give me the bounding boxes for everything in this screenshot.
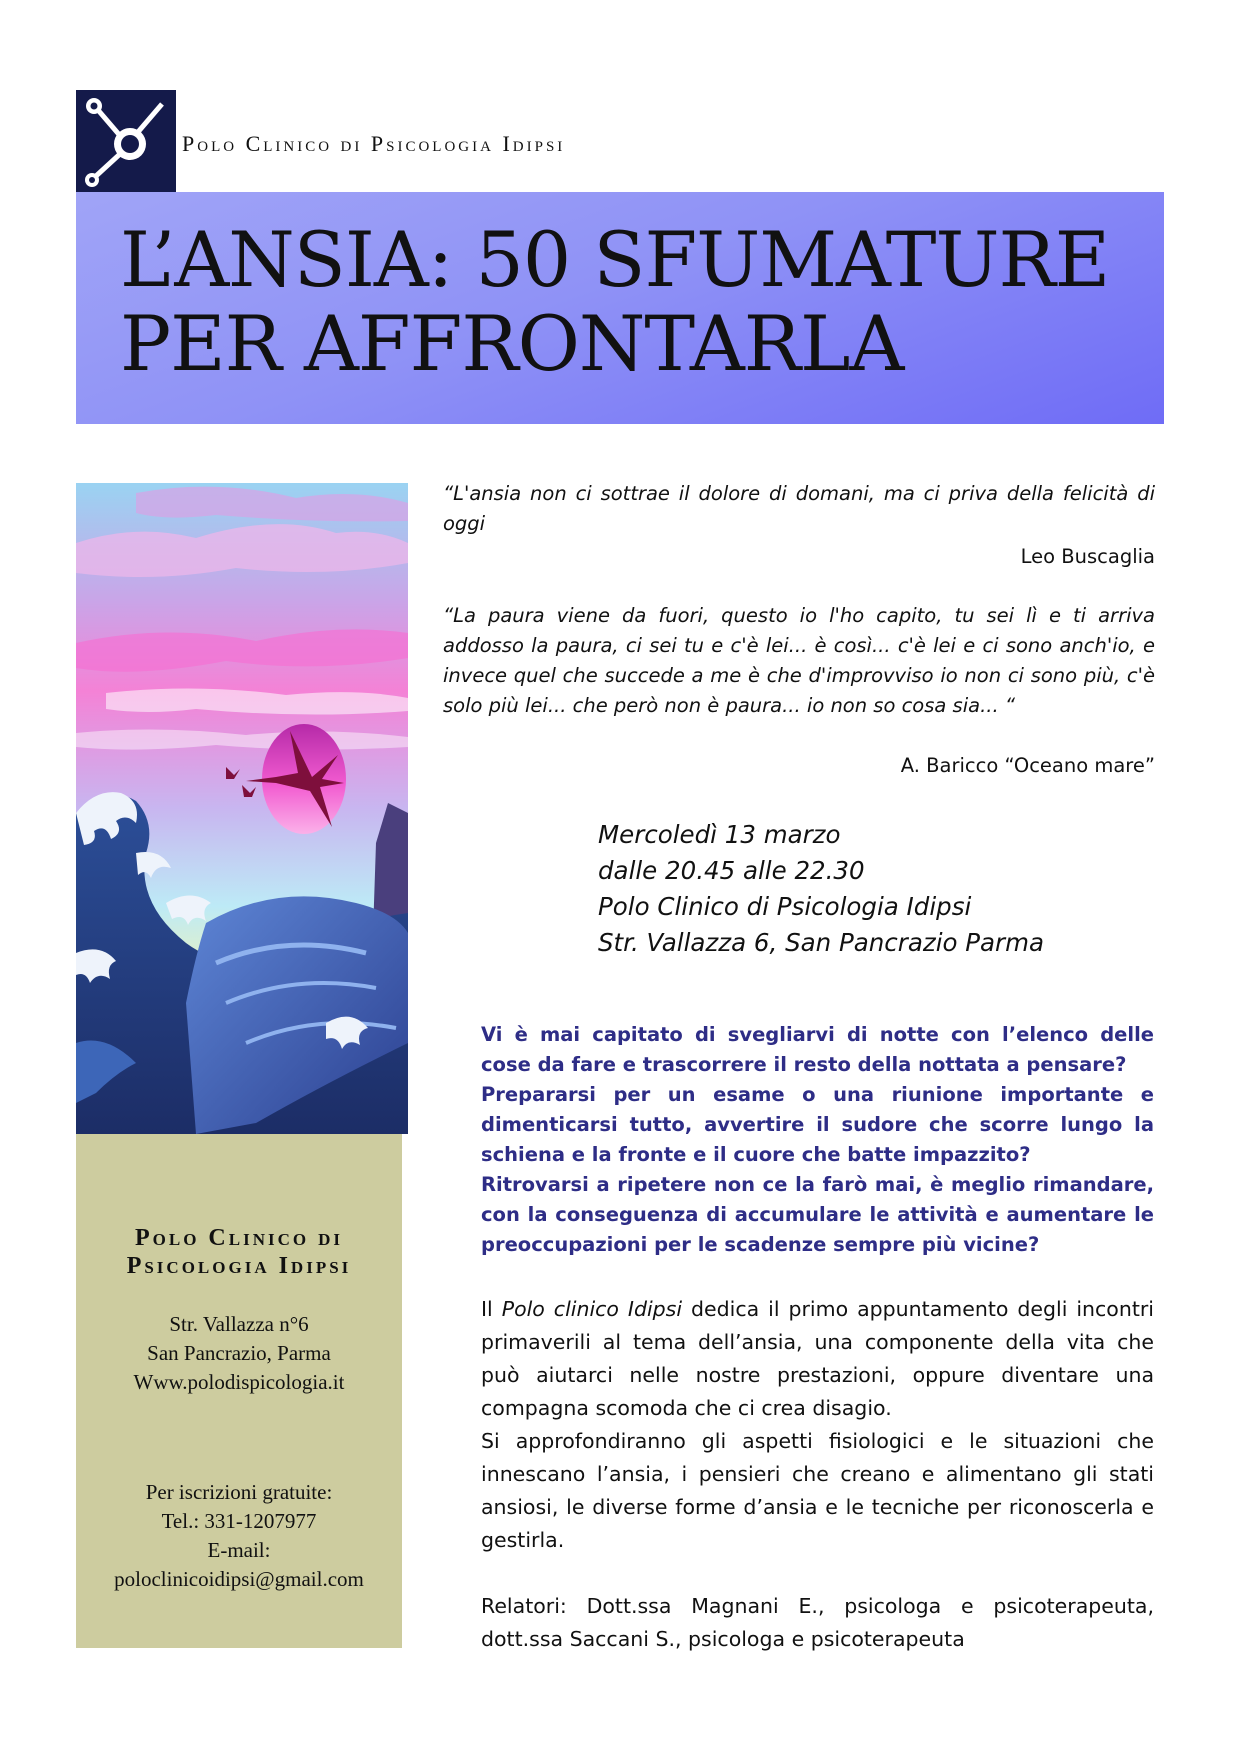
contact-box — [76, 1134, 402, 1648]
contact-email-link[interactable]: poloclinicoidipsi@gmail.com — [114, 1567, 364, 1591]
contact-org-name — [76, 1224, 402, 1280]
title-line-2: PER AFFRONTARLA — [120, 299, 904, 388]
description-org-emphasis: Polo clinico Idipsi — [501, 1297, 683, 1321]
wave-illustration — [76, 483, 408, 1134]
description-rest: dedica il primo appuntamento degli incontri primaverili al tema dell’ansia, una componente della vita che può aiutarci nelle nostre prestazioni, oppure diventare una compagna scomoda che ci crea disagio. — [481, 1297, 1154, 1420]
logo — [76, 90, 176, 192]
contact-address-1: Str. Vallazza n°6 — [169, 1312, 309, 1336]
contact-phone: Tel.: 331-1207977 — [161, 1509, 317, 1533]
signup-label: Per iscrizioni gratuite: — [145, 1480, 333, 1504]
contact-website-link[interactable]: Www.polodispicologia.it — [133, 1370, 345, 1394]
quote-2-text: “La paura viene da fuori, questo io l'ho capito, tu sei lì e ti arriva addosso la paura, ci sei tu e c'è lei... è così... c'è lei e ci sono anch'io, e invece quel che succede a me è che d'improvviso io non ci sono più, c'è solo più lei... che però non è paura... io non so cosa sia... “ — [443, 604, 1155, 717]
page-title — [120, 215, 1160, 388]
question-item: Vi è mai capitato di svegliarvi di notte con l’elenco delle cose da fare e trascorrere il resto della nottata a pensare? — [481, 1023, 1154, 1076]
event-venue: Polo Clinico di Psicologia Idipsi — [598, 892, 972, 921]
speakers-text: Relatori: Dott.ssa Magnani E., psicologa e psicoterapeuta, dott.ssa Saccani S., psicologa e psicoterapeuta — [481, 1594, 1154, 1651]
description-paragraph-1 — [481, 1293, 1154, 1425]
description-prefix: Il — [481, 1297, 502, 1321]
quote-2-author: A. Baricco “Oceano mare” — [900, 754, 1155, 777]
question-item: Ritrovarsi a ripetere non ce la farò mai, è meglio rimandare, con la conseguenza di accumulare le attività e aumentare le preoccupazioni per le scadenze sempre più vicine? — [481, 1173, 1154, 1256]
quote-1-author: Leo Buscaglia — [1020, 545, 1155, 568]
event-time: dalle 20.45 alle 22.30 — [598, 856, 865, 885]
quote-1-text: “L'ansia non ci sottrae il dolore di domani, ma ci priva della felicità di oggi — [443, 482, 1155, 535]
contact-org-line-2: Psicologia Idipsi — [126, 1253, 352, 1279]
description-paragraph-2: Si approfondiranno gli aspetti fisiologici e le situazioni che innescano l’ansia, i pensieri che creano e alimentano gli stati ansiosi, le diverse forme d’ansia e le tecniche per riconoscerla e gestirla. — [481, 1429, 1154, 1552]
wave-crane-illustration — [76, 483, 408, 1134]
event-address: Str. Vallazza 6, San Pancrazio Parma — [598, 928, 1045, 957]
event-date: Mercoledì 13 marzo — [598, 820, 841, 849]
contact-address-2: San Pancrazio, Parma — [147, 1341, 331, 1365]
question-list — [481, 1020, 1154, 1260]
contact-org-line-1: Polo Clinico di — [134, 1225, 344, 1251]
molecule-logo-icon — [76, 90, 176, 192]
org-header-name: Polo Clinico di Psicologia Idipsi — [182, 131, 566, 156]
title-line-1: L’ANSIA: 50 SFUMATURE — [120, 215, 1110, 304]
email-label: E-mail: — [207, 1538, 271, 1562]
question-item: Prepararsi per un esame o una riunione importante e dimenticarsi tutto, avvertire il sudore che scorre lungo la schiena e la fronte e il cuore che batte impazzito? — [481, 1083, 1154, 1166]
